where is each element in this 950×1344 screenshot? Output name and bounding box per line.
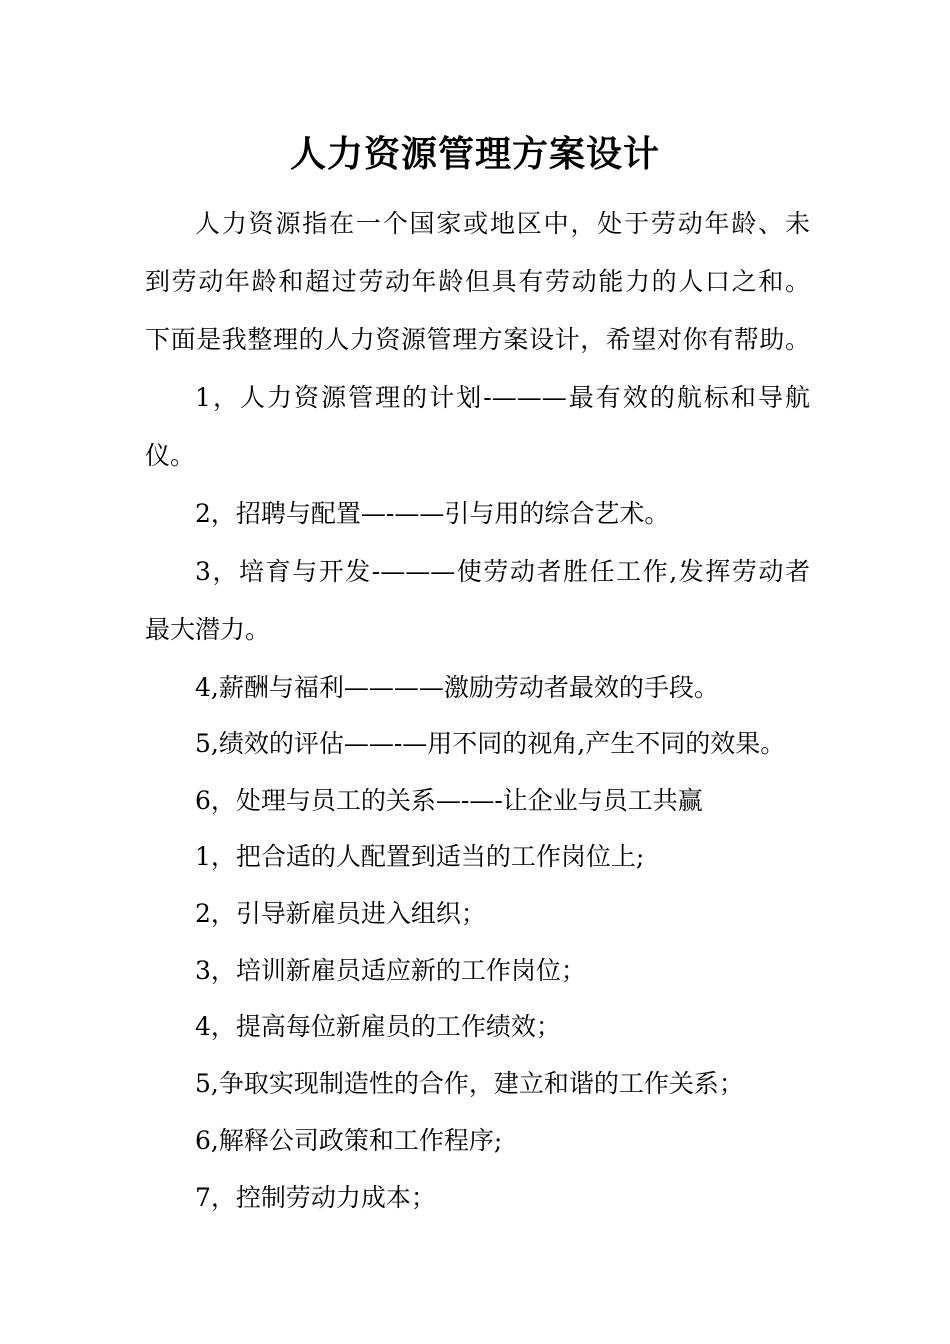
- list-item: 3，培训新雇员适应新的工作岗位；: [195, 956, 586, 985]
- list-item: 5,绩效的评估——-—用不同的视角,产生不同的效果。: [195, 729, 786, 758]
- list-item: 5,争取实现制造性的合作，建立和谐的工作关系；: [195, 1069, 744, 1098]
- list-item: 4，提高每位新雇员的工作绩效；: [195, 1012, 561, 1041]
- list-item-continuation: 最大潜力。: [145, 615, 271, 644]
- list-item: 4,薪酬与福利————激励劳动者最效的手段。: [195, 673, 719, 702]
- document-title: 人力资源管理方案设计: [289, 133, 660, 175]
- list-item: 1，把合适的人配置到适当的工作岗位上;: [195, 842, 645, 871]
- list-item: 6，处理与员工的关系—-—-让企业与员工共赢: [195, 786, 703, 815]
- list-item: 1，人力资源管理的计划-———最有效的航标和导航: [195, 383, 810, 412]
- paragraph-line: 到劳动年龄和超过劳动年龄但具有劳动能力的人口之和。: [145, 267, 810, 296]
- list-item: 7，控制劳动力成本；: [195, 1183, 436, 1212]
- list-item: 2，引导新雇员进入组织；: [195, 899, 486, 928]
- list-item: 3，培育与开发-———使劳动者胜任工作,发挥劳动者: [195, 557, 810, 586]
- list-item-continuation: 仪。: [145, 441, 196, 470]
- paragraph-line: 人力资源指在一个国家或地区中，处于劳动年龄、未: [195, 209, 810, 238]
- list-item: 2，招聘与配置—-——引与用的综合艺术。: [195, 499, 670, 528]
- list-item: 6,解释公司政策和工作程序;: [195, 1126, 503, 1155]
- paragraph-line: 下面是我整理的人力资源管理方案设计，希望对你有帮助。: [145, 325, 810, 354]
